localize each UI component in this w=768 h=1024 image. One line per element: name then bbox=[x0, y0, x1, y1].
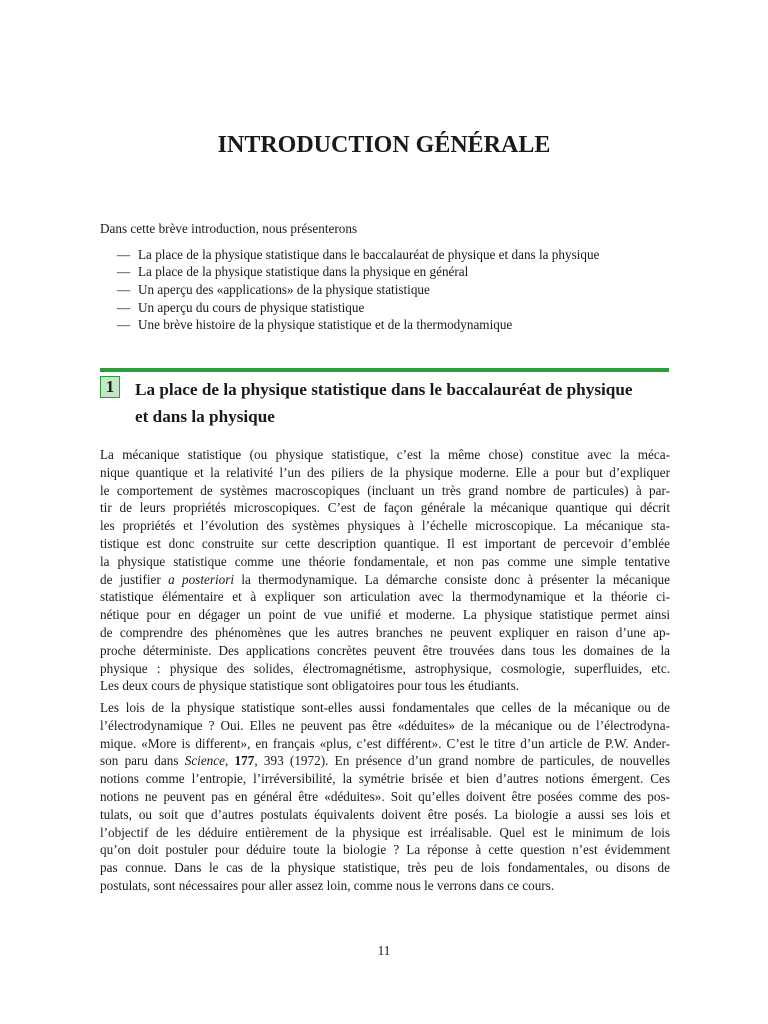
line-text: de justifier bbox=[100, 571, 169, 587]
paragraph-line: de comprendre des phénomènes que les autres branches ne peuvent expliquer en raison d’une ap- bbox=[100, 624, 670, 640]
paragraph-line: l’électrodynamique ? Oui. Elles ne peuvent pas être «déduites» de la mécanique ou de l’électrodyna- bbox=[100, 717, 670, 733]
paragraph-line: tistique est donc construite sur cette description quantique. Il est important de percevoir d’emblée bbox=[100, 535, 670, 551]
section-title-line: et dans la physique bbox=[135, 407, 275, 426]
paragraph-line: tir de leurs propriétés microscopiques. C’est de façon générale la mécanique quantique qui décrit bbox=[100, 500, 670, 516]
paragraph-line: nique quantique et la relativité l’un des piliers de la physique moderne. Elle a pour but d’expliquer bbox=[100, 464, 670, 480]
journal-name: Science bbox=[184, 753, 225, 769]
paragraph-line: la physique statistique comme une théorie fondamentale, et non pas comme une simple tentative bbox=[100, 553, 670, 569]
paragraph-line: statistique élémentaire et à expliquer son articulation avec la thermodynamique et la théorie ci- bbox=[100, 589, 670, 605]
body-paragraph-2 bbox=[100, 699, 670, 895]
paragraph-line: tulats, ou soit que d’autres postulats équivalents doivent être posés. La biologie a aussi ses lois et bbox=[100, 806, 670, 822]
paragraph-line: notions comme l’entropie, l’irréversibilité, la symétrie brisée et bien d’autres notions émergent. Ces bbox=[100, 771, 670, 787]
topic-list-item bbox=[100, 281, 670, 299]
line-text: , 393 (1972). En présence d’un grand nombre de particules, de nouvelles bbox=[254, 753, 670, 769]
section-number-badge: 1 bbox=[100, 376, 120, 398]
paragraph-line: notions ne peuvent pas en général être «déduites». Soit qu’elles doivent être posées comme des pos- bbox=[100, 788, 670, 804]
paragraph-line: qu’on doit postuler pour déduire toute la biologie ? La réponse à cette question n’est évidemment bbox=[100, 842, 670, 858]
paragraph-line: pas connue. Dans le cas de la physique statistique, très peu de lois fondamentales, ou disons de bbox=[100, 860, 670, 876]
topic-text: Une brève histoire de la physique statistique et de la thermodynamique bbox=[138, 317, 513, 333]
topic-list-item bbox=[100, 246, 670, 264]
paragraph-line: proche déterministe. Des applications concrètes peuvent être trouvées dans tous les domaines de la bbox=[100, 642, 670, 658]
section-title bbox=[135, 376, 675, 430]
paragraph-line: mique. «More is different», en français «plus, c’est différent». C’est le titre d’un article de P.W. Ander- bbox=[100, 735, 670, 751]
intro-lead-text: Dans cette brève introduction, nous présenterons bbox=[100, 221, 358, 236]
paragraph-line: La mécanique statistique (ou physique statistique, c’est la même chose) constitue avec la méca- bbox=[100, 447, 670, 462]
paragraph-line: Les deux cours de physique statistique sont obligatoires pour tous les étudiants. bbox=[100, 678, 520, 694]
paragraph-line: le comportement de systèmes macroscopiques (incluant un très grand nombre de particules) à par- bbox=[100, 482, 670, 498]
topic-text: La place de la physique statistique dans la physique en général bbox=[138, 264, 469, 280]
paragraph-line bbox=[100, 571, 670, 589]
italic-term: a posteriori bbox=[168, 571, 235, 587]
section-divider bbox=[100, 368, 669, 372]
topic-list-item bbox=[100, 316, 670, 334]
paragraph-line bbox=[100, 752, 670, 770]
body-paragraph-1 bbox=[100, 446, 670, 695]
topic-list-item bbox=[100, 263, 670, 281]
line-text: , bbox=[224, 753, 235, 769]
introduction-block bbox=[100, 220, 670, 334]
dash-bullet: — bbox=[117, 299, 131, 315]
paragraph-line: Les lois de la physique statistique sont-elles aussi fondamentales que celles de la mécanique ou de bbox=[100, 700, 670, 715]
paragraph-line: postulats, sont nécessaires pour aller assez loin, comme nous le verrons dans ce cours. bbox=[100, 877, 555, 893]
dash-bullet: — bbox=[117, 264, 131, 280]
dash-bullet: — bbox=[117, 246, 131, 262]
chapter-title: INTRODUCTION GÉNÉRALE bbox=[217, 132, 551, 158]
paragraph-line: nétique pour en dégager un point de vue unifié et moderne. La physique statistique permet ainsi bbox=[100, 607, 670, 623]
dash-bullet: — bbox=[117, 282, 131, 298]
section-title-line: La place de la physique statistique dans le baccalauréat de physique bbox=[135, 380, 633, 399]
topic-text: Un aperçu du cours de physique statistique bbox=[138, 299, 365, 315]
topic-text: Un aperçu des «applications» de la physique statistique bbox=[138, 282, 430, 298]
paragraph-line: les propriétés et l’évolution des systèmes physiques à l’échelle microscopique. La mécanique sta- bbox=[100, 518, 670, 534]
paragraph-line: physique : physique des solides, électromagnétisme, astrophysique, cosmologie, superfluides, etc. bbox=[100, 660, 670, 676]
volume-number: 177 bbox=[234, 753, 255, 769]
paragraph-line: l’objectif de les déduire entièrement de la physique est irréalisable. Quel est le minimum de lois bbox=[100, 824, 670, 840]
dash-bullet: — bbox=[117, 317, 131, 333]
topic-list bbox=[100, 246, 670, 334]
page-number: 11 bbox=[377, 943, 391, 958]
line-text: son paru dans bbox=[100, 753, 185, 769]
line-text: la thermodynamique. La démarche consiste donc à présenter la mécanique bbox=[234, 571, 671, 587]
topic-list-item bbox=[100, 299, 670, 317]
topic-text: La place de la physique statistique dans le baccalauréat de physique et dans la physique bbox=[138, 246, 600, 262]
